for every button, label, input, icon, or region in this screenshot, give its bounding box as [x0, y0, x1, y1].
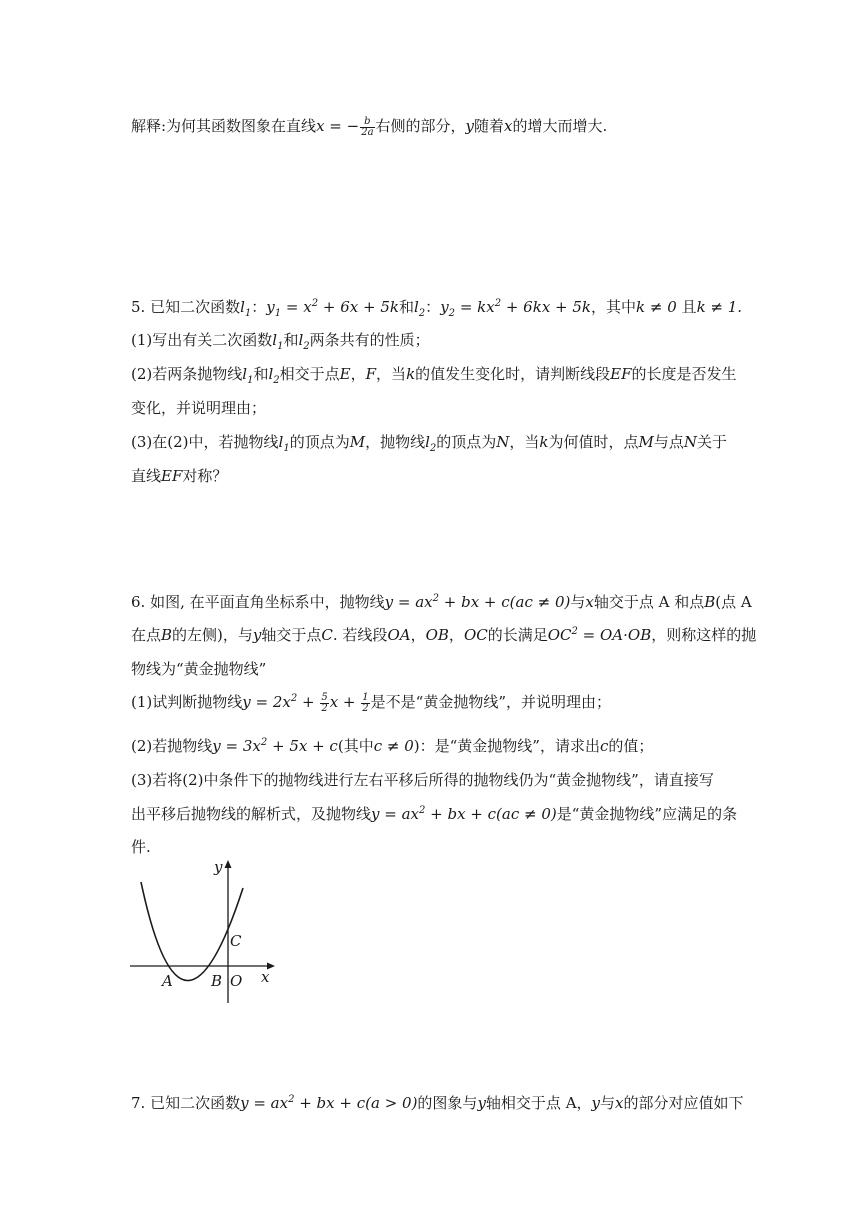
- text: 且: [676, 298, 697, 316]
- frac-den: 2a: [361, 126, 374, 138]
- text: ：: [251, 298, 267, 316]
- text: ，其中: [591, 298, 637, 316]
- q5-stem: [131, 297, 742, 317]
- frac-num: b: [360, 117, 374, 128]
- q6-part3-line3: 件.: [131, 838, 151, 856]
- q7-stem: 7. 已知二次函数$y = ax^2$ + bx + c(a > 0)的图象与y轴相交于点 A，y与x的部分对应值如下: [131, 1094, 744, 1112]
- math-cond1: k ≠ 0: [636, 298, 677, 316]
- y-axis-arrow: [225, 860, 232, 868]
- q6-stem-line2: 在点B的左侧)，与y轴交于点C. 若线段OA，OB，OC的长满足$OC^2 = OA\cdot OB$，则称这样的抛: [131, 626, 757, 644]
- math-y: y: [465, 117, 475, 135]
- math-l1: $l_1$: [240, 298, 252, 319]
- q5-part3: (3)在(2)中，若抛物线$l_1$的顶点为M，抛物线$l_2$的顶点为N，当k为何值时，点M与点N关于: [131, 433, 728, 454]
- math-eq1: $y_1 = x^2 + 6x + 5k$: [266, 298, 399, 319]
- math-cond2: k ≠ 1.: [696, 298, 743, 316]
- explanation-line: [131, 116, 607, 138]
- text: ：: [425, 298, 441, 316]
- label-y: y: [214, 858, 223, 876]
- math-x-eq: x = −: [316, 117, 360, 135]
- math-x: x: [504, 117, 513, 135]
- explanation-text: 随着: [474, 117, 505, 135]
- label-C: C: [230, 932, 242, 950]
- q5-part1: (1)写出有关二次函数$l_1$和$l_2$两条共有的性质；: [131, 331, 430, 352]
- label-A: A: [162, 972, 173, 990]
- explanation-text: 右侧的部分，: [375, 117, 466, 135]
- fraction-b-over-2a: [360, 117, 374, 138]
- q6-part3-line2: 出平移后抛物线的解析式，及抛物线$y = ax^2$ + bx + c(ac ≠ 0)是“黄金抛物线”应满足的条: [131, 805, 738, 823]
- parabola-figure: [127, 856, 277, 1006]
- label-x: x: [261, 968, 270, 986]
- q6-part3-line1: (3)若将(2)中条件下的抛物线进行左右平移后所得的抛物线仍为“黄金抛物线”，请直接写: [131, 771, 714, 789]
- q5-part3-cont: 直线EF对称？: [131, 467, 228, 485]
- label-O: O: [230, 972, 243, 990]
- q5-part2-cont: 变化，并说明理由；: [131, 399, 267, 417]
- text: 5. 已知二次函数: [131, 298, 241, 316]
- math-l2: $l_2$: [413, 298, 426, 319]
- q6-part2: (2)若抛物线$y = 3x^2 + 5x + c$(其中c ≠ 0)：是“黄金抛物线”，请求出c的值；: [131, 737, 654, 755]
- label-B: B: [211, 972, 223, 990]
- explanation-text: 解释:为何其函数图象在直线: [131, 117, 317, 135]
- explanation-text: 的增大而增大.: [512, 117, 608, 135]
- math-eq2: $y_2 = kx^2 + 6kx + 5k$: [440, 298, 592, 319]
- text: 和: [398, 298, 414, 316]
- q6-stem-line1: 6. 如图, 在平面直角坐标系中，抛物线$y = ax^2$ + bx + c(ac ≠ 0)与x轴交于点 A 和点B(点 A: [131, 593, 752, 611]
- q6-part1: (1)试判断抛物线$y = 2x^2$ + $\frac{5}{2}$ x + $\frac{1}{2}$ 是不是“黄金抛物线”，并说明理由；: [131, 691, 611, 714]
- q5-part2: (2)若两条抛物线$l_1$和$l_2$相交于点E，F，当k的值发生变化时，请判断线段EF的长度是否发生: [131, 365, 737, 386]
- q6-stem-line3: 物线为“黄金抛物线”: [131, 660, 267, 678]
